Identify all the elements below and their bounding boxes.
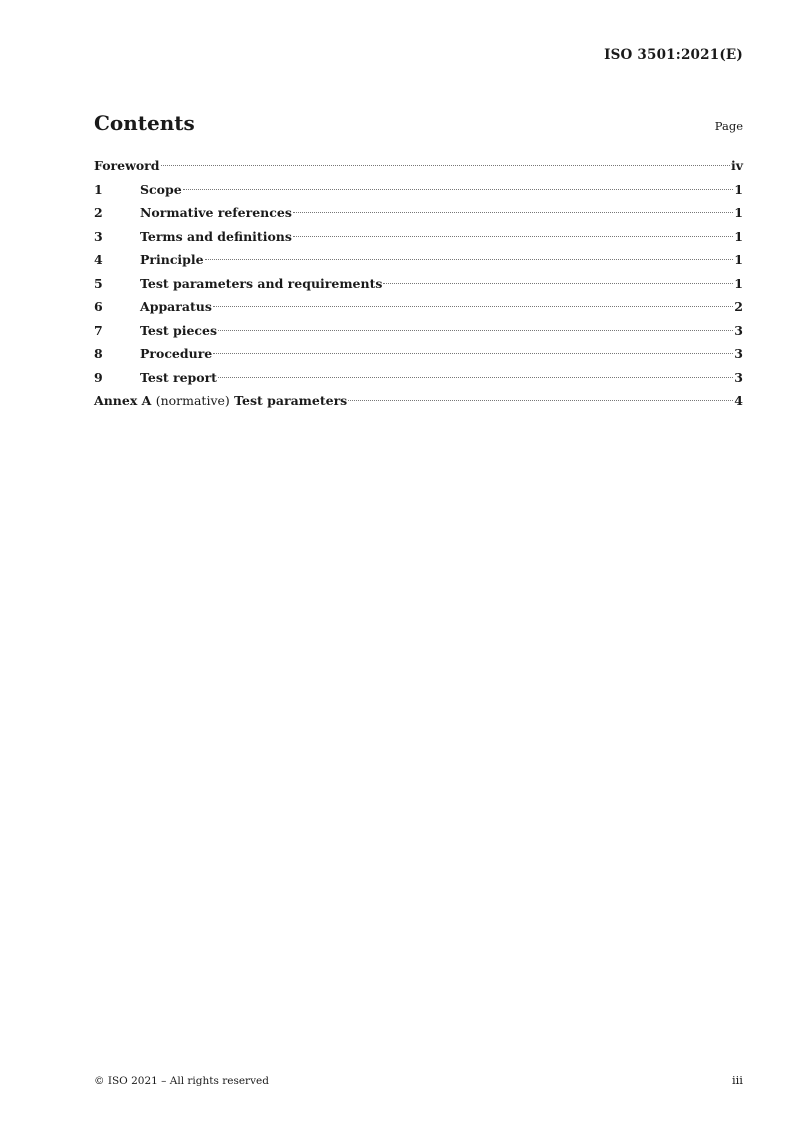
toc-entry-terms-and-definitions[interactable] — [94, 225, 743, 249]
toc-entry-page: 1 — [734, 252, 743, 267]
toc-entry-number: 6 — [94, 299, 103, 314]
dot-leader — [293, 212, 733, 213]
toc-entry-test-report[interactable] — [94, 366, 743, 390]
toc-entry-page: 3 — [734, 346, 743, 361]
toc-entry-test-pieces[interactable] — [94, 319, 743, 343]
toc-entry-apparatus[interactable] — [94, 295, 743, 319]
page-column-label: Page — [714, 119, 743, 133]
dot-leader — [161, 165, 730, 166]
toc-entry-foreword[interactable] — [94, 154, 743, 178]
table-of-contents — [94, 154, 743, 413]
toc-entry-page: 1 — [734, 181, 743, 197]
toc-entry-title: Normative references — [140, 205, 292, 220]
dot-leader — [213, 353, 733, 354]
footer-page-number: iii — [731, 1073, 743, 1087]
toc-entry-number: 5 — [94, 275, 103, 291]
toc-entry-page: 1 — [734, 228, 743, 244]
toc-entry-title: Test report — [140, 369, 217, 385]
toc-entry-annex-a[interactable] — [94, 389, 743, 413]
toc-entry-page: 4 — [734, 393, 743, 408]
toc-entry-page: 1 — [734, 205, 743, 220]
toc-entry-number: 9 — [94, 369, 103, 385]
toc-entry-procedure[interactable] — [94, 342, 743, 366]
toc-entry-title: Scope — [140, 181, 182, 197]
toc-entry-number: 1 — [94, 181, 103, 197]
dot-leader — [348, 400, 733, 401]
toc-entry-number: 2 — [94, 205, 103, 220]
toc-entry-title: Terms and definitions — [140, 228, 292, 244]
toc-entry-title — [94, 389, 347, 413]
dot-leader — [218, 377, 733, 378]
toc-entry-principle[interactable] — [94, 248, 743, 272]
toc-entry-title: Test pieces — [140, 322, 218, 338]
toc-entry-page: iv — [730, 158, 743, 173]
dot-leader — [205, 259, 734, 260]
dot-leader — [293, 236, 733, 237]
toc-entry-number: 4 — [94, 252, 103, 267]
annex-label: Annex A — [94, 393, 152, 408]
toc-entry-number: 8 — [94, 346, 103, 361]
toc-entry-scope[interactable] — [94, 178, 743, 202]
contents-heading: Contents — [94, 111, 195, 135]
annex-title: Test parameters — [234, 393, 348, 408]
dot-leader — [183, 189, 734, 190]
dot-leader — [218, 330, 733, 331]
toc-entry-title: Principle — [140, 252, 204, 267]
toc-entry-title: Procedure — [140, 346, 213, 361]
toc-entry-title: Test parameters and requirements — [140, 275, 383, 291]
toc-entry-page: 3 — [734, 369, 743, 385]
toc-entry-number: 7 — [94, 322, 103, 338]
toc-entry-test-parameters-and-requirements[interactable] — [94, 272, 743, 296]
dot-leader — [383, 283, 733, 284]
toc-entry-page: 2 — [734, 299, 743, 314]
document-id: ISO 3501:2021(E) — [604, 47, 743, 63]
toc-entry-page: 3 — [734, 322, 743, 338]
dot-leader — [213, 306, 733, 307]
toc-entry-page: 1 — [734, 275, 743, 291]
annex-qualifier: (normative) — [155, 393, 230, 408]
toc-entry-title: Apparatus — [140, 299, 212, 314]
toc-entry-normative-references[interactable] — [94, 201, 743, 225]
toc-entry-number: 3 — [94, 228, 103, 244]
toc-entry-title: Foreword — [94, 158, 160, 173]
footer-copyright: © ISO 2021 – All rights reserved — [94, 1075, 269, 1087]
